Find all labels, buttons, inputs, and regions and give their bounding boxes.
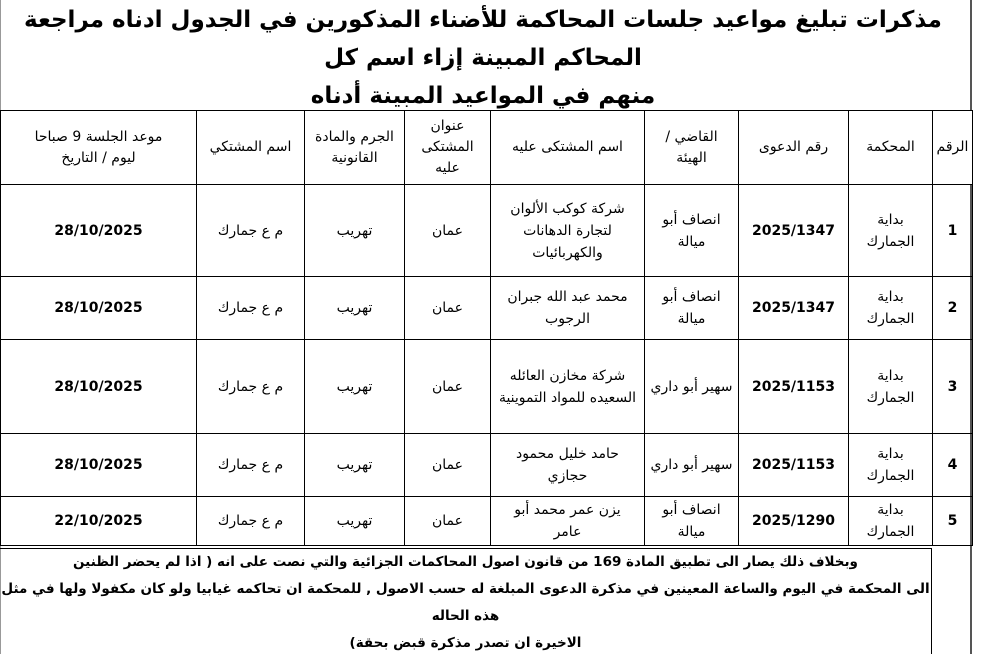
row-address: عمان [405,185,491,277]
row-complainant: م ع جمارك [197,340,305,434]
row-judge: انصاف أبو ميالة [645,497,739,546]
row-defendant [491,434,645,497]
header-address-line-2: المشتكى عليه [421,139,474,176]
row-defendant [491,497,645,546]
row-case-number: 2025/1290 [739,497,849,546]
row-case-number: 2025/1153 [739,434,849,497]
defendant-line: لتجارة الدهانات [523,222,612,239]
table-row [1,497,973,546]
defendant-line: عامر [553,524,582,540]
legal-notice [0,548,932,654]
defendant-line: حجازي [547,468,588,484]
document-title [8,6,958,110]
hearings-table [0,110,973,546]
row-case-number: 2025/1347 [739,277,849,340]
row-number: 5 [933,497,973,546]
row-address: عمان [405,277,491,340]
defendant-line: والكهربائيات [532,244,603,261]
row-address: عمان [405,497,491,546]
table-row [1,185,973,277]
row-crime: تهريب [305,340,405,434]
row-complainant: م ع جمارك [197,185,305,277]
defendant-line: الرجوب [545,311,590,327]
header-complainant: اسم المشتكي [197,111,305,185]
row-crime: تهريب [305,497,405,546]
row-complainant: م ع جمارك [197,277,305,340]
row-judge: انصاف أبو ميالة [645,277,739,340]
row-judge: انصاف أبو ميالة [645,185,739,277]
row-court: بداية الجمارك [849,340,933,434]
table-row [1,277,973,340]
row-date: 28/10/2025 [1,185,197,277]
header-crime-line-2: القانونية [331,149,378,166]
row-crime: تهريب [305,185,405,277]
defendant-line: شركة كوكب الألوان [510,200,625,217]
defendant-line: محمد عبد الله جبران [507,289,628,305]
row-defendant [491,340,645,434]
row-court: بداية الجمارك [849,185,933,277]
table-row [1,340,973,434]
header-date-line-2: ليوم / التاريخ [61,149,136,166]
row-date: 28/10/2025 [1,340,197,434]
row-judge: سهير أبو داري [645,340,739,434]
defendant-line: شركة مخازن العائله [509,367,626,384]
notice-line-2: الى المحكمة في اليوم والساعة المعينين في مذكرة الدعوى المبلغة له حسب الاصول , للمحكمة ان تحاكمه غيابيا ولو كان مكفولا ولها في مثل هذه الحاله [1,581,930,624]
row-defendant [491,277,645,340]
header-address-line-1: عنوان [430,118,465,134]
header-case-number: رقم الدعوى [739,111,849,185]
row-number: 3 [933,340,973,434]
notice-line-3: الاخيرة ان تصدر مذكرة قبض بحقة) [349,635,582,651]
header-judge: القاضي / الهيئة [645,111,739,185]
row-case-number: 2025/1347 [739,185,849,277]
row-crime: تهريب [305,434,405,497]
row-date: 28/10/2025 [1,434,197,497]
header-court: المحكمة [849,111,933,185]
row-defendant [491,185,645,277]
row-address: عمان [405,434,491,497]
header-defendant: اسم المشتكى عليه [491,111,645,185]
row-number: 4 [933,434,973,497]
header-crime [305,111,405,185]
row-date: 28/10/2025 [1,277,197,340]
row-court: بداية الجمارك [849,277,933,340]
header-address [405,111,491,185]
row-crime: تهريب [305,277,405,340]
row-judge: سهير أبو داري [645,434,739,497]
header-date-line-1: موعد الجلسة 9 صباحا [34,128,163,145]
row-address: عمان [405,340,491,434]
title-line-1: مذكرات تبليغ مواعيد جلسات المحاكمة للأضناء المذكورين في الجدول ادناه مراجعة المحاكم المبينة إزاء اسم كل [24,7,942,71]
table-row [1,434,973,497]
header-number: الرقم [933,111,973,185]
row-number: 2 [933,277,973,340]
defendant-line: حامد خليل محمود [516,446,619,462]
row-court: بداية الجمارك [849,434,933,497]
row-number: 1 [933,185,973,277]
header-crime-line-1: الجرم والمادة [315,128,394,145]
row-complainant: م ع جمارك [197,497,305,546]
row-court: بداية الجمارك [849,497,933,546]
defendant-line: السعيده للمواد التموينية [498,389,637,406]
row-case-number: 2025/1153 [739,340,849,434]
title-line-2: منهم في المواعيد المبينة أدناه [310,83,656,109]
header-date [1,111,197,185]
row-complainant: م ع جمارك [197,434,305,497]
defendant-line: يزن عمر محمد أبو [514,502,621,518]
table-header-row [1,111,973,185]
notice-line-1: وبخلاف ذلك يصار الى تطبيق المادة 169 من قانون اصول المحاكمات الجزائية والتي نصت على انه ( اذا لم يحضر الظنين [73,554,858,570]
row-date: 22/10/2025 [1,497,197,546]
